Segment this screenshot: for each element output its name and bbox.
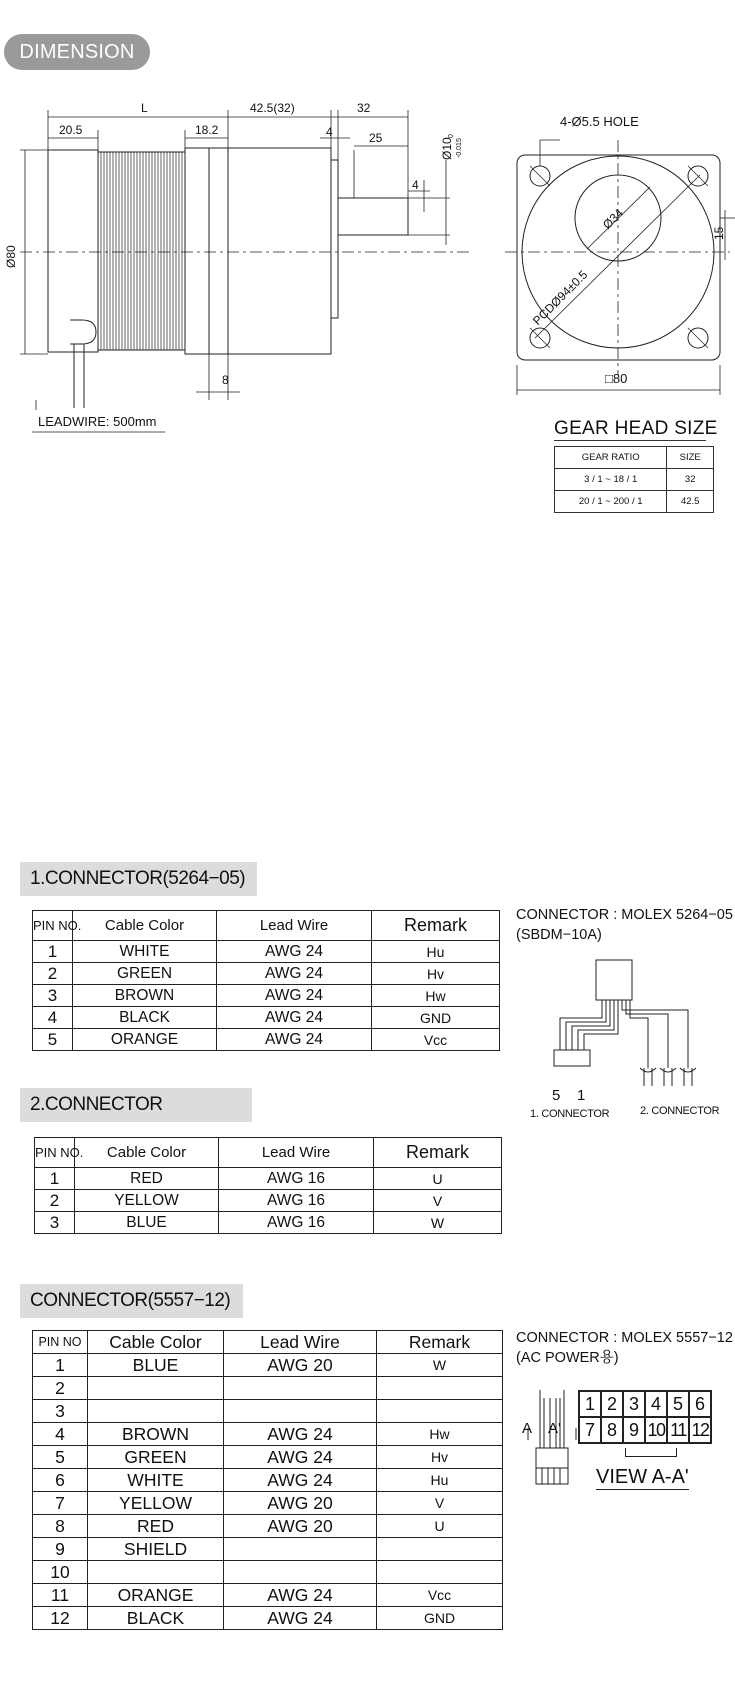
pin-cell: 3 <box>623 1391 645 1417</box>
lead-wire-header: Lead Wire <box>217 911 372 941</box>
gearhead-table <box>554 446 714 513</box>
leadwire-label: LEADWIRE: 500mm <box>38 414 157 429</box>
dim-32: 32 <box>357 101 371 115</box>
remark: Hw <box>377 1423 503 1446</box>
pin-no: 2 <box>35 1190 75 1212</box>
lead-wire: AWG 24 <box>217 963 372 985</box>
conn4-note-part: (AC POWER용) <box>516 1350 619 1366</box>
pin-cell: 10 <box>645 1417 667 1443</box>
dim-4b: 4 <box>412 178 419 192</box>
conn4-pin-grid <box>578 1390 712 1444</box>
gearhead-cell: 3 / 1 ~ 18 / 1 <box>555 469 667 491</box>
remark: GND <box>372 1007 500 1029</box>
pin-no: 5 <box>33 1446 88 1469</box>
dim-sq80: □80 <box>605 371 628 386</box>
cable-color: BLUE <box>75 1212 219 1234</box>
cable-color: SHIELD <box>88 1538 224 1561</box>
dim-pcd: PCDØ94±0.5 <box>530 267 591 328</box>
conn2-note-model: CONNECTOR : MOLEX 5264−05 <box>516 907 733 923</box>
dim-20-5: 20.5 <box>59 123 83 137</box>
dim-L: L <box>141 101 148 115</box>
conn2-label-2: 2. CONNECTOR <box>640 1105 720 1117</box>
remark: V <box>377 1492 503 1515</box>
lead-wire: AWG 24 <box>224 1423 377 1446</box>
remark: Hu <box>377 1469 503 1492</box>
cable-color <box>88 1561 224 1584</box>
remark <box>377 1538 503 1561</box>
cable-color: RED <box>88 1515 224 1538</box>
remark <box>377 1561 503 1584</box>
lead-wire <box>224 1561 377 1584</box>
gearhead-title: GEAR HEAD SIZE <box>554 418 718 439</box>
cable-color: GREEN <box>88 1446 224 1469</box>
pin-cell: 5 <box>667 1391 689 1417</box>
remark: U <box>377 1515 503 1538</box>
cable-color <box>88 1400 224 1423</box>
section-title-conn2: 1.CONNECTOR(5264−05) <box>20 862 257 896</box>
lead-wire: AWG 16 <box>219 1212 374 1234</box>
pin-cell: 8 <box>601 1417 623 1443</box>
section-label-dimension: DIMENSION <box>4 34 150 70</box>
pin-no: 5 <box>33 1029 73 1051</box>
pin-no: 12 <box>33 1607 88 1630</box>
conn2-pin1-label: 1 <box>577 1087 586 1104</box>
cable-color: BLACK <box>73 1007 217 1029</box>
conn3-table <box>34 1137 502 1234</box>
cable-color: ORANGE <box>73 1029 217 1051</box>
pin-cell: 9 <box>623 1417 645 1443</box>
gearhead-cell: 20 / 1 ~ 200 / 1 <box>555 491 667 513</box>
conn2-label-1: 1. CONNECTOR <box>530 1108 610 1120</box>
dim-4a: 4 <box>326 125 333 139</box>
cable-color: YELLOW <box>75 1190 219 1212</box>
lead-wire: AWG 20 <box>224 1492 377 1515</box>
conn4-table <box>32 1330 503 1630</box>
cable-color: WHITE <box>88 1469 224 1492</box>
pin-cell: 12 <box>689 1417 711 1443</box>
cable-color: BROWN <box>88 1423 224 1446</box>
gearhead-header: SIZE <box>667 447 714 469</box>
remark: Hw <box>372 985 500 1007</box>
pin-no: 3 <box>33 1400 88 1423</box>
pin-no: 11 <box>33 1584 88 1607</box>
lead-wire: AWG 24 <box>224 1469 377 1492</box>
pin-no: 4 <box>33 1007 73 1029</box>
remark-header: Remark <box>374 1138 502 1168</box>
dim-tol-top: 0 <box>448 134 455 138</box>
conn4-label-a2: A' <box>548 1420 561 1437</box>
conn4-label-a: A <box>522 1420 533 1437</box>
pin-cell: 11 <box>667 1417 689 1443</box>
section-title-conn3: 2.CONNECTOR <box>20 1088 252 1122</box>
hole-label: 4-Ø5.5 HOLE <box>560 114 639 129</box>
lead-wire: AWG 24 <box>217 1029 372 1051</box>
pin-cell: 6 <box>689 1391 711 1417</box>
conn4-view-label: VIEW A-A' <box>596 1466 689 1488</box>
cable-color: BROWN <box>73 985 217 1007</box>
lead-wire <box>224 1377 377 1400</box>
pin-no: 4 <box>33 1423 88 1446</box>
pin-no: 1 <box>33 1354 88 1377</box>
pin-no: 1 <box>33 941 73 963</box>
pin-no-header: PIN NO. <box>35 1138 75 1168</box>
pin-no-header: PIN NO <box>33 1331 88 1354</box>
remark: W <box>374 1212 502 1234</box>
remark: V <box>374 1190 502 1212</box>
cable-color <box>88 1377 224 1400</box>
cable-color-header: Cable Color <box>88 1331 224 1354</box>
cable-color: WHITE <box>73 941 217 963</box>
remark: Hv <box>372 963 500 985</box>
pin-no: 3 <box>33 985 73 1007</box>
dim-phi34: Ø34 <box>600 205 626 232</box>
cable-color-header: Cable Color <box>75 1138 219 1168</box>
cable-color: ORANGE <box>88 1584 224 1607</box>
section-title-conn4: CONNECTOR(5557−12) <box>20 1284 243 1318</box>
remark: Vcc <box>372 1029 500 1051</box>
pin-no: 6 <box>33 1469 88 1492</box>
remark: W <box>377 1354 503 1377</box>
dim-15: 15 <box>712 226 726 240</box>
lead-wire: AWG 24 <box>224 1446 377 1469</box>
pin-cell: 7 <box>579 1417 601 1443</box>
lead-wire-header: Lead Wire <box>224 1331 377 1354</box>
pin-no-header: PIN NO. <box>33 911 73 941</box>
cable-color: YELLOW <box>88 1492 224 1515</box>
conn2-note-part: (SBDM−10A) <box>516 927 602 943</box>
lead-wire: AWG 20 <box>224 1354 377 1377</box>
pin-no: 3 <box>35 1212 75 1234</box>
conn2-wiring-icon <box>540 958 720 1123</box>
cable-color: RED <box>75 1168 219 1190</box>
gearhead-header: GEAR RATIO <box>555 447 667 469</box>
pin-no: 9 <box>33 1538 88 1561</box>
pin-no: 10 <box>33 1561 88 1584</box>
lead-wire: AWG 20 <box>224 1515 377 1538</box>
dim-phi10: Ø10 <box>440 137 454 160</box>
conn2-pin5-label: 5 <box>552 1087 561 1104</box>
lead-wire: AWG 24 <box>224 1607 377 1630</box>
pin-no: 2 <box>33 963 73 985</box>
lead-wire: AWG 24 <box>217 941 372 963</box>
remark: Vcc <box>377 1584 503 1607</box>
remark: Hu <box>372 941 500 963</box>
dim-42-5: 42.5(32) <box>250 101 295 115</box>
remark: Hv <box>377 1446 503 1469</box>
remark-header: Remark <box>372 911 500 941</box>
remark: U <box>374 1168 502 1190</box>
cable-color-header: Cable Color <box>73 911 217 941</box>
pin-cell: 4 <box>645 1391 667 1417</box>
dim-8: 8 <box>222 373 229 387</box>
dim-tol-bottom: -0.015 <box>456 138 463 158</box>
lead-wire <box>224 1400 377 1423</box>
pin-no: 7 <box>33 1492 88 1515</box>
lead-wire: AWG 16 <box>219 1168 374 1190</box>
remark: GND <box>377 1607 503 1630</box>
conn4-latch <box>625 1448 677 1457</box>
cable-color: BLUE <box>88 1354 224 1377</box>
cable-color: GREEN <box>73 963 217 985</box>
lead-wire: AWG 24 <box>217 1007 372 1029</box>
lead-wire: AWG 24 <box>217 985 372 1007</box>
conn2-table <box>32 910 500 1051</box>
pin-cell: 1 <box>579 1391 601 1417</box>
remark <box>377 1377 503 1400</box>
lead-wire: AWG 16 <box>219 1190 374 1212</box>
conn4-note-model: CONNECTOR : MOLEX 5557−12 <box>516 1330 733 1346</box>
remark <box>377 1400 503 1423</box>
lead-wire: AWG 24 <box>224 1584 377 1607</box>
gearhead-cell: 42.5 <box>667 491 714 513</box>
pin-cell: 2 <box>601 1391 623 1417</box>
gearhead-cell: 32 <box>667 469 714 491</box>
lead-wire <box>224 1538 377 1561</box>
pin-no: 8 <box>33 1515 88 1538</box>
dim-18-2: 18.2 <box>195 123 219 137</box>
dim-phi80: Ø80 <box>4 245 18 268</box>
cable-color: BLACK <box>88 1607 224 1630</box>
remark-header: Remark <box>377 1331 503 1354</box>
pin-no: 2 <box>33 1377 88 1400</box>
lead-wire-header: Lead Wire <box>219 1138 374 1168</box>
dim-25: 25 <box>369 131 383 145</box>
gearhead-title-underline <box>554 440 706 441</box>
pin-no: 1 <box>35 1168 75 1190</box>
